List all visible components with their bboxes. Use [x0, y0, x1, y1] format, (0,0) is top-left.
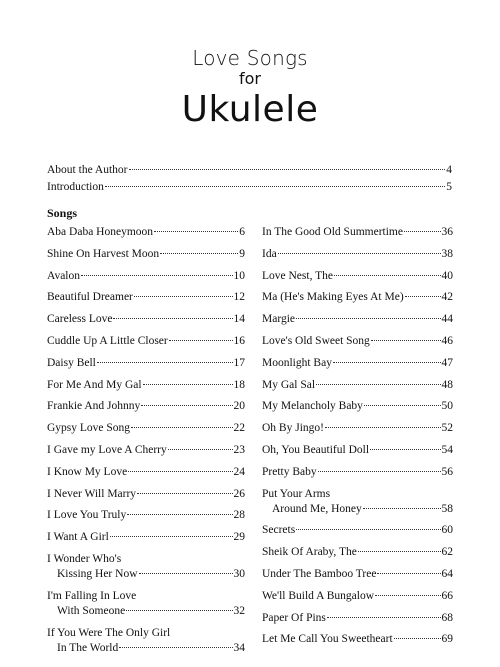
toc-entry[interactable] — [47, 589, 245, 619]
dot-leader — [363, 508, 441, 509]
toc-entry-title-first-line: I'm Falling In Love — [47, 589, 137, 602]
dot-leader — [127, 514, 232, 515]
toc-entry-page: 56 — [441, 465, 453, 478]
toc-entry[interactable] — [262, 589, 453, 604]
toc-entry-about-author[interactable] — [47, 162, 452, 179]
toc-entry-row — [47, 508, 245, 523]
dot-leader — [97, 362, 233, 363]
toc-entry-page: 32 — [233, 604, 245, 617]
toc-entry[interactable] — [47, 247, 245, 262]
toc-entry[interactable] — [262, 290, 453, 305]
toc-entry-title: Cuddle Up A Little Closer — [47, 334, 168, 347]
toc-entry-page: 68 — [441, 611, 453, 624]
dot-leader — [128, 471, 232, 472]
toc-entry[interactable] — [262, 399, 453, 414]
toc-entry[interactable] — [262, 487, 453, 517]
dot-leader — [325, 427, 441, 428]
toc-entry[interactable] — [47, 378, 245, 393]
dot-leader — [168, 449, 233, 450]
toc-entry-page: 60 — [441, 524, 453, 537]
dot-leader — [371, 340, 441, 341]
toc-entry-page: 9 — [239, 247, 245, 260]
toc-entry[interactable] — [47, 552, 245, 582]
toc-entry[interactable] — [47, 356, 245, 371]
toc-entry-row — [262, 312, 453, 327]
dot-leader — [377, 573, 440, 574]
toc-entry-title: I Never Will Marry — [47, 487, 137, 500]
toc-entry[interactable] — [262, 225, 453, 240]
toc-entry-row — [47, 356, 245, 371]
toc-entry-row — [262, 545, 453, 560]
title-line-for: for — [239, 69, 261, 88]
toc-entry[interactable] — [47, 530, 245, 545]
toc-entry[interactable] — [47, 421, 245, 436]
toc-entry-title: Introduction — [47, 181, 104, 193]
toc-entry-row — [262, 247, 453, 262]
toc-entry[interactable] — [262, 632, 453, 647]
toc-entry-title: With Someone — [57, 604, 126, 617]
toc-entry-page: 52 — [441, 422, 453, 435]
dot-leader — [160, 253, 238, 254]
dot-leader — [370, 449, 440, 450]
toc-entry-title: For Me And My Gal — [47, 378, 142, 391]
dot-leader — [137, 493, 232, 494]
toc-entry-row — [47, 487, 245, 502]
dot-leader — [296, 529, 440, 530]
toc-entry-title-first-line: I Wonder Who's — [47, 552, 122, 565]
toc-entry[interactable] — [262, 611, 453, 626]
toc-entry-row — [47, 334, 245, 349]
toc-entry-title: Careless Love — [47, 313, 113, 326]
toc-entry[interactable] — [47, 443, 245, 458]
toc-entry-title: Kissing Her Now — [57, 567, 138, 580]
toc-entry-row — [47, 269, 245, 284]
title-line-ukulele: Ukulele — [181, 89, 319, 130]
toc-entry-page: 10 — [233, 269, 245, 282]
dot-leader — [327, 617, 441, 618]
dot-leader — [316, 384, 440, 385]
toc-entry-page: 66 — [441, 589, 453, 602]
toc-entry-row — [262, 465, 453, 480]
toc-entry[interactable] — [262, 465, 453, 480]
dot-leader — [105, 186, 445, 187]
toc-entry-title: In The Good Old Summertime — [262, 226, 403, 238]
toc-entry[interactable] — [262, 545, 453, 560]
toc-entry-page: 5 — [446, 181, 452, 193]
toc-entry-title: Shine On Harvest Moon — [47, 247, 160, 260]
toc-entry-row — [47, 247, 245, 262]
toc-entry-title: Around Me, Honey — [272, 502, 362, 515]
toc-entry-page: 64 — [441, 567, 453, 580]
dot-leader — [375, 595, 441, 596]
toc-entry[interactable] — [262, 247, 453, 262]
toc-entry-title: In The World — [57, 641, 119, 654]
toc-entry-page: 40 — [441, 269, 453, 282]
toc-entry-row — [47, 225, 245, 240]
toc-entry-title-first-line: Put Your Arms — [262, 487, 331, 500]
toc-entry-title: I Love You Truly — [47, 509, 127, 522]
toc-entry-row — [262, 567, 453, 582]
toc-entry[interactable] — [47, 487, 245, 502]
toc-entry-page: 29 — [233, 531, 245, 544]
toc-entry-row — [262, 399, 453, 414]
dot-leader — [405, 296, 441, 297]
toc-entry-page: 34 — [233, 641, 245, 654]
toc-entry-page: 50 — [441, 400, 453, 413]
toc-entry-title: Moonlight Bay — [262, 356, 332, 369]
dot-leader — [364, 405, 441, 406]
toc-entry-row — [47, 641, 245, 656]
toc-entry-title: Pretty Baby — [262, 465, 317, 478]
toc-entry-page: 17 — [233, 356, 245, 369]
toc-entry-row — [47, 312, 245, 327]
dot-leader — [169, 340, 233, 341]
toc-entry-page: 14 — [233, 313, 245, 326]
toc-entry-page: 62 — [441, 546, 453, 559]
front-matter-list — [47, 162, 452, 196]
toc-entry[interactable] — [262, 523, 453, 538]
dot-leader — [129, 169, 446, 170]
toc-entry-title: Margie — [262, 313, 296, 326]
dot-leader — [334, 275, 440, 276]
toc-entry-title: I Want A Girl — [47, 531, 109, 544]
toc-entry-row — [262, 502, 453, 517]
toc-entry-page: 47 — [441, 356, 453, 369]
toc-entry[interactable] — [47, 334, 245, 349]
toc-entry[interactable] — [47, 465, 245, 480]
toc-entry-title: My Gal Sal — [262, 378, 316, 391]
toc-entry-row — [47, 378, 245, 393]
toc-entry[interactable] — [47, 225, 245, 240]
dot-leader — [110, 536, 233, 537]
dot-leader — [143, 384, 233, 385]
toc-entry-row — [262, 421, 453, 436]
toc-entry-introduction[interactable] — [47, 179, 452, 196]
dot-leader — [134, 296, 233, 297]
toc-entry-title: Ida — [262, 247, 277, 260]
dot-leader — [141, 405, 232, 406]
toc-entry-page: 6 — [239, 226, 245, 238]
toc-entry-row — [262, 611, 453, 626]
toc-entry-row — [262, 632, 453, 647]
toc-entry[interactable] — [47, 269, 245, 284]
toc-entry-page: 12 — [233, 291, 245, 304]
toc-entry-row — [47, 399, 245, 414]
toc-entry-title: Frankie And Johnny — [47, 400, 141, 413]
toc-entry[interactable] — [262, 334, 453, 349]
toc-entry-title: Under The Bamboo Tree — [262, 567, 377, 580]
toc-entry-page: 30 — [233, 567, 245, 580]
toc-entry[interactable] — [47, 290, 245, 305]
toc-entry-title: About the Author — [47, 164, 128, 176]
toc-entry-row — [47, 604, 245, 619]
songs-left-column — [47, 225, 245, 662]
songs-right-column — [262, 225, 453, 654]
toc-entry-title: My Melancholy Baby — [262, 400, 363, 413]
dot-leader — [358, 551, 441, 552]
toc-entry-row — [47, 290, 245, 305]
toc-entry-row — [47, 421, 245, 436]
book-title — [0, 46, 500, 130]
toc-entry[interactable] — [47, 626, 245, 656]
toc-entry-page: 20 — [233, 400, 245, 413]
toc-entry-page: 38 — [441, 247, 453, 260]
dot-leader — [139, 573, 233, 574]
toc-entry-row — [262, 443, 453, 458]
toc-entry-page: 23 — [233, 443, 245, 456]
dot-leader — [318, 471, 441, 472]
toc-entry-title: Sheik Of Araby, The — [262, 546, 357, 559]
toc-entry-title: We'll Build A Bungalow — [262, 589, 374, 602]
toc-entry-row — [47, 443, 245, 458]
toc-entry[interactable] — [262, 567, 453, 582]
toc-entry-page: 28 — [233, 509, 245, 522]
toc-entry-title: Oh By Jingo! — [262, 422, 324, 435]
toc-entry-row — [47, 567, 245, 582]
toc-entry[interactable] — [47, 399, 245, 414]
toc-entry-page: 42 — [441, 291, 453, 304]
toc-entry-title: Avalon — [47, 269, 81, 282]
toc-entry-title: Daisy Bell — [47, 356, 96, 369]
toc-entry-title: Aba Daba Honeymoon — [47, 226, 154, 238]
toc-entry-page: 44 — [441, 313, 453, 326]
dot-leader — [81, 275, 232, 276]
toc-entry-row — [47, 465, 245, 480]
toc-entry-row — [262, 225, 453, 240]
toc-entry[interactable] — [47, 508, 245, 523]
toc-entry-page: 18 — [233, 378, 245, 391]
toc-entry[interactable] — [262, 443, 453, 458]
toc-entry[interactable] — [47, 312, 245, 327]
toc-entry-title: Love Nest, The — [262, 269, 334, 282]
dot-leader — [113, 318, 232, 319]
toc-entry[interactable] — [262, 378, 453, 393]
toc-entry-row — [47, 530, 245, 545]
toc-entry-title-first-line: If You Were The Only Girl — [47, 626, 171, 639]
toc-entry-row — [262, 334, 453, 349]
dot-leader — [333, 362, 441, 363]
toc-entry-page: 36 — [441, 226, 453, 238]
toc-entry-page: 58 — [441, 502, 453, 515]
toc-entry[interactable] — [262, 312, 453, 327]
toc-entry-row — [262, 378, 453, 393]
toc-entry-row — [262, 290, 453, 305]
toc-entry-page: 4 — [446, 164, 452, 176]
toc-entry-page: 22 — [233, 422, 245, 435]
dot-leader — [126, 610, 232, 611]
title-line-love-songs: Love Songs — [192, 46, 308, 70]
toc-entry[interactable] — [262, 356, 453, 371]
toc-entry-page: 46 — [441, 334, 453, 347]
toc-entry[interactable] — [262, 269, 453, 284]
toc-entry-page: 16 — [233, 334, 245, 347]
toc-entry-page: 26 — [233, 487, 245, 500]
toc-entry-title: I Gave my Love A Cherry — [47, 443, 167, 456]
dot-leader — [296, 318, 440, 319]
toc-entry-title: I Know My Love — [47, 465, 128, 478]
toc-entry-page: 54 — [441, 443, 453, 456]
toc-entry[interactable] — [262, 421, 453, 436]
toc-entry-title: Paper Of Pins — [262, 611, 326, 624]
toc-entry-title: Gypsy Love Song — [47, 422, 131, 435]
dot-leader — [119, 647, 232, 648]
songs-heading: Songs — [47, 206, 78, 220]
dot-leader — [404, 231, 441, 232]
toc-entry-title: Oh, You Beautiful Doll — [262, 443, 370, 456]
toc-entry-title: Love's Old Sweet Song — [262, 334, 370, 347]
dot-leader — [394, 638, 441, 639]
toc-entry-page: 48 — [441, 378, 453, 391]
dot-leader — [278, 253, 441, 254]
toc-entry-row — [262, 269, 453, 284]
toc-entry-page: 69 — [441, 633, 453, 646]
toc-entry-title: Ma (He's Making Eyes At Me) — [262, 291, 404, 304]
toc-entry-title: Beautiful Dreamer — [47, 291, 133, 304]
toc-entry-row — [262, 356, 453, 371]
dot-leader — [131, 427, 232, 428]
toc-entry-page: 24 — [233, 465, 245, 478]
toc-entry-title: Let Me Call You Sweetheart — [262, 633, 393, 646]
toc-entry-row — [262, 523, 453, 538]
toc-entry-title: Secrets — [262, 524, 296, 537]
toc-entry-row — [262, 589, 453, 604]
dot-leader — [154, 231, 238, 232]
